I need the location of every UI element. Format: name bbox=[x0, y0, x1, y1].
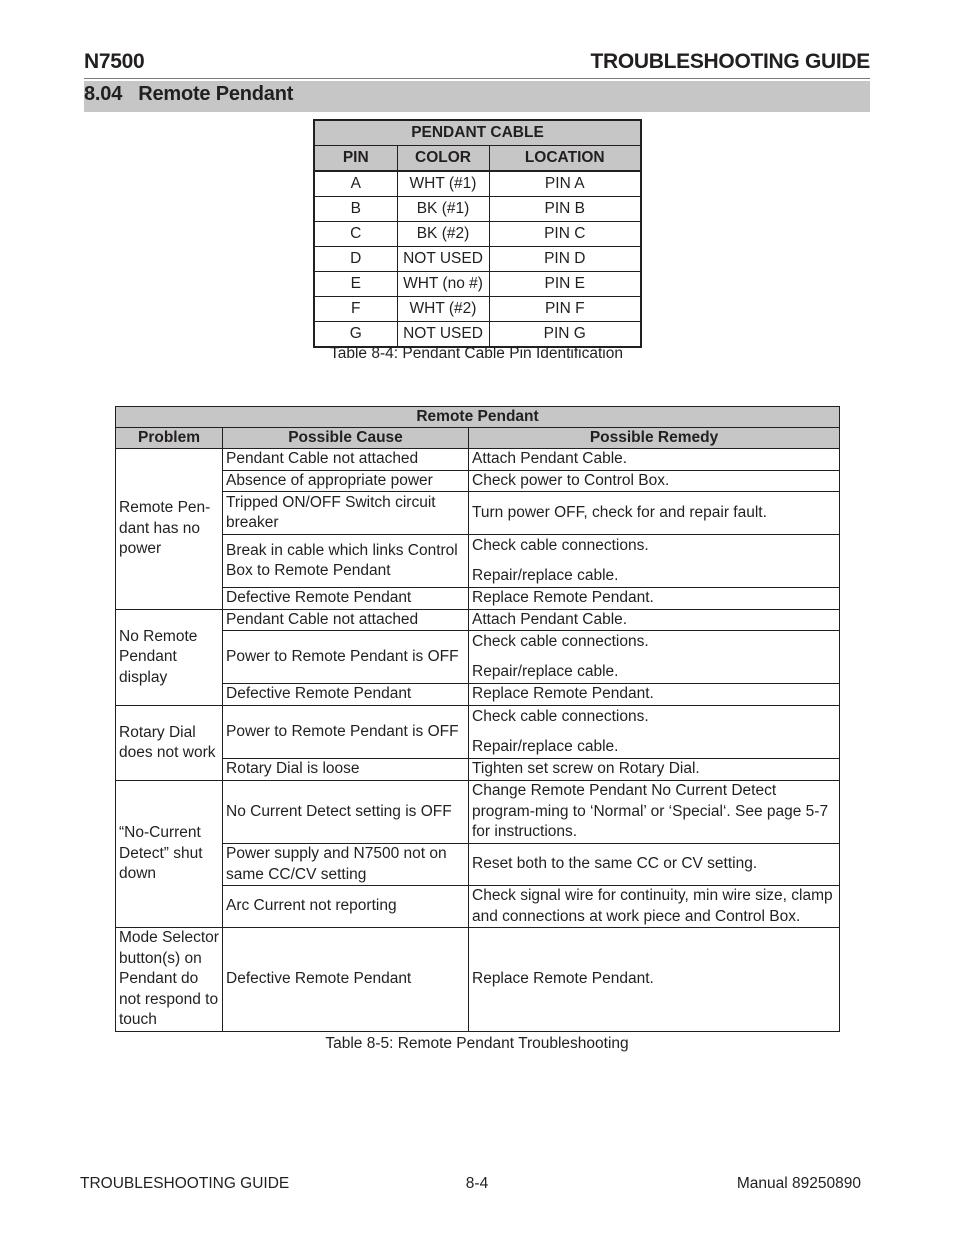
table-row bbox=[116, 631, 840, 684]
remote-pendant-caption: Table 8-5: Remote Pendant Troubleshooting bbox=[325, 1035, 629, 1052]
problem-cell bbox=[116, 449, 223, 610]
remedy-cell bbox=[469, 706, 840, 759]
location-cell: PIN D bbox=[489, 247, 641, 272]
remedy-cell bbox=[469, 535, 840, 588]
problem-cell bbox=[116, 706, 223, 781]
remedy-cell: Turn power OFF, check for and repair fault. bbox=[469, 492, 840, 535]
column-header-pin: PIN bbox=[314, 146, 397, 172]
cause-cell: No Current Detect setting is OFF bbox=[223, 781, 469, 844]
table-row bbox=[314, 322, 641, 348]
cause-cell: Power to Remote Pendant is OFF bbox=[223, 706, 469, 759]
remedy-cell: Check signal wire for continuity, min wire size, clamp and connections at work piece and Control Box. bbox=[469, 886, 840, 928]
problem-line: No Remote bbox=[119, 627, 198, 645]
problem-line: “No-Current bbox=[119, 824, 201, 842]
cause-cell: Tripped ON/OFF Switch circuit breaker bbox=[223, 492, 469, 535]
footer-left: TROUBLESHOOTING GUIDE bbox=[80, 1175, 290, 1192]
location-cell: PIN F bbox=[489, 297, 641, 322]
color-cell: BK (#2) bbox=[397, 222, 489, 247]
remote-pendant-table bbox=[115, 406, 840, 1032]
remedy-cell: Replace Remote Pendant. bbox=[469, 684, 840, 706]
table-row bbox=[116, 470, 840, 492]
pin-cell: G bbox=[314, 322, 397, 348]
table-row bbox=[314, 222, 641, 247]
problem-line: down bbox=[119, 865, 157, 883]
cause-cell: Power supply and N7500 not on same CC/CV setting bbox=[223, 844, 469, 886]
table-row bbox=[314, 247, 641, 272]
cause-cell: Break in cable which links Control Box to Remote Pendant bbox=[223, 535, 469, 588]
cause-cell: Pendant Cable not attached bbox=[223, 609, 469, 631]
remedy-cell: Tighten set screw on Rotary Dial. bbox=[469, 759, 840, 781]
pendant-cable-caption: Table 8-4: Pendant Cable Pin Identification bbox=[330, 345, 623, 362]
color-cell: BK (#1) bbox=[397, 197, 489, 222]
problem-line: Pendant do bbox=[119, 970, 199, 988]
pin-cell: E bbox=[314, 272, 397, 297]
color-cell: NOT USED bbox=[397, 247, 489, 272]
table-row bbox=[116, 609, 840, 631]
table-row bbox=[116, 844, 840, 886]
problem-line: does not work bbox=[119, 744, 216, 761]
location-cell: PIN C bbox=[489, 222, 641, 247]
problem-line: touch bbox=[119, 1011, 157, 1029]
cause-cell: Absence of appropriate power bbox=[223, 470, 469, 492]
section-title: 8.04 Remote Pendant bbox=[84, 83, 294, 105]
remedy-cell: Reset both to the same CC or CV setting. bbox=[469, 844, 840, 886]
column-header-problem: Problem bbox=[116, 428, 223, 449]
color-cell: WHT (#1) bbox=[397, 171, 489, 197]
table-row bbox=[116, 492, 840, 535]
problem-cell bbox=[116, 928, 223, 1032]
problem-line: Rotary Dial bbox=[119, 723, 196, 741]
pin-cell: A bbox=[314, 171, 397, 197]
table-row bbox=[314, 297, 641, 322]
footer-manual-number: Manual 89250890 bbox=[736, 1175, 861, 1192]
table-row bbox=[116, 706, 840, 759]
remedy-line: Check cable connections. bbox=[472, 536, 649, 554]
pin-cell: F bbox=[314, 297, 397, 322]
table-row bbox=[116, 928, 840, 1032]
table-row bbox=[116, 588, 840, 610]
cause-cell: Arc Current not reporting bbox=[223, 886, 469, 928]
remedy-line: Check cable connections. bbox=[472, 707, 649, 725]
pin-cell: B bbox=[314, 197, 397, 222]
remedy-cell: Change Remote Pendant No Current Detect program-ming to ‘Normal’ or ‘Special‘. See page 5-7 for instructions. bbox=[469, 781, 840, 844]
remedy-line: Repair/replace cable. bbox=[472, 738, 619, 755]
section-bar bbox=[84, 81, 870, 112]
remote-pendant-title: Remote Pendant bbox=[116, 407, 840, 428]
color-cell: WHT (no #) bbox=[397, 272, 489, 297]
problem-line: Pendant bbox=[119, 648, 177, 665]
cause-cell: Defective Remote Pendant bbox=[223, 928, 469, 1032]
table-row bbox=[116, 781, 840, 844]
remedy-cell: Replace Remote Pendant. bbox=[469, 928, 840, 1032]
column-header-location: LOCATION bbox=[489, 146, 641, 172]
problem-line: display bbox=[119, 668, 168, 686]
table-row bbox=[116, 759, 840, 781]
column-header-cause: Possible Cause bbox=[223, 428, 469, 449]
pin-cell: C bbox=[314, 222, 397, 247]
table-row bbox=[116, 535, 840, 588]
cause-cell: Defective Remote Pendant bbox=[223, 684, 469, 706]
remedy-line: Check cable connections. bbox=[472, 632, 649, 650]
remedy-cell: Check power to Control Box. bbox=[469, 470, 840, 492]
color-cell: WHT (#2) bbox=[397, 297, 489, 322]
problem-cell bbox=[116, 781, 223, 928]
remedy-cell: Replace Remote Pendant. bbox=[469, 588, 840, 610]
header-rule bbox=[84, 78, 870, 79]
problem-line: Remote Pen- bbox=[119, 499, 211, 516]
table-row bbox=[116, 684, 840, 706]
remedy-cell: Attach Pendant Cable. bbox=[469, 449, 840, 471]
color-cell: NOT USED bbox=[397, 322, 489, 348]
location-cell: PIN B bbox=[489, 197, 641, 222]
pin-cell: D bbox=[314, 247, 397, 272]
problem-line: dant has no bbox=[119, 519, 201, 537]
problem-line: Mode Selector bbox=[119, 929, 219, 947]
remedy-cell: Attach Pendant Cable. bbox=[469, 609, 840, 631]
table-row bbox=[116, 449, 840, 471]
remedy-cell bbox=[469, 631, 840, 684]
column-header-color: COLOR bbox=[397, 146, 489, 172]
problem-line: power bbox=[119, 540, 162, 557]
column-header-remedy: Possible Remedy bbox=[469, 428, 840, 449]
page-number: 8-4 bbox=[465, 1175, 489, 1192]
table-row bbox=[314, 171, 641, 197]
location-cell: PIN G bbox=[489, 322, 641, 348]
page-header-title: TROUBLESHOOTING GUIDE bbox=[590, 50, 870, 73]
location-cell: PIN A bbox=[489, 171, 641, 197]
table-row bbox=[314, 272, 641, 297]
cause-cell: Rotary Dial is loose bbox=[223, 759, 469, 781]
cause-cell: Pendant Cable not attached bbox=[223, 449, 469, 471]
problem-line: not respond to bbox=[119, 990, 219, 1008]
pendant-cable-table bbox=[313, 119, 642, 348]
table-row bbox=[314, 197, 641, 222]
pendant-cable-title: PENDANT CABLE bbox=[314, 120, 641, 146]
remedy-line: Repair/replace cable. bbox=[472, 663, 619, 680]
problem-line: button(s) on bbox=[119, 949, 202, 967]
page-header-model: N7500 bbox=[84, 50, 145, 73]
table-row bbox=[116, 886, 840, 928]
cause-cell: Defective Remote Pendant bbox=[223, 588, 469, 610]
problem-cell bbox=[116, 609, 223, 706]
problem-line: Detect” shut bbox=[119, 844, 203, 862]
location-cell: PIN E bbox=[489, 272, 641, 297]
cause-cell: Power to Remote Pendant is OFF bbox=[223, 631, 469, 684]
remedy-line: Repair/replace cable. bbox=[472, 567, 619, 584]
